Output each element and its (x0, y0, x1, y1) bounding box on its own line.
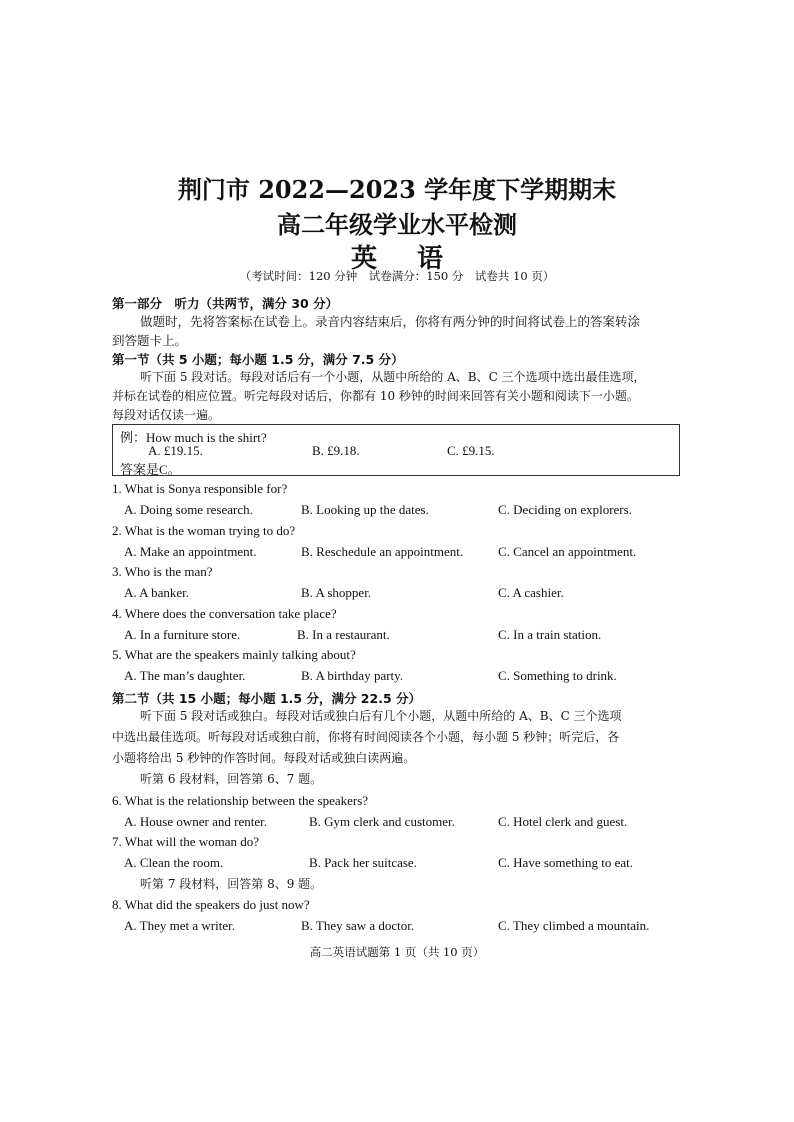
option-c: C. Have something to eat. (498, 855, 634, 870)
exam-info: （考试时间：120 分钟 试卷满分：150 分 试卷共 10 页） (239, 269, 555, 283)
question-text: 2. What is the woman trying to do? (112, 523, 296, 538)
option-c: C. Hotel clerk and guest. (498, 814, 628, 829)
section1-instruction-line1: 听下面 5 段对话。每段对话后有一个小题，从题中所给的 A、B、C 三个选项中选出最佳选项， (140, 370, 646, 384)
section1-instruction-line3: 每段对话仅读一遍。 (112, 408, 221, 422)
question-text: 8. What did the speakers do just now? (112, 897, 310, 912)
option-c: C. They climbed a mountain. (498, 918, 650, 933)
option-a: A. Make an appointment. (124, 544, 257, 559)
example-option-c: C. £9.15. (447, 443, 495, 458)
option-c: C. Cancel an appointment. (498, 544, 637, 559)
option-a: A. They met a writer. (124, 918, 235, 933)
option-c: C. Something to drink. (498, 668, 617, 683)
option-b: B. They saw a doctor. (301, 918, 415, 933)
part1-instruction-line1: 做题时，先将答案标在试卷上。录音内容结束后，你将有两分钟的时间将试卷上的答案转涂 (140, 314, 641, 329)
section1-instruction-line2: 并标在试卷的相应位置。听完每段对话后，你都有 10 秒钟的时间来回答有关小题和阅读下一小题。 (112, 389, 639, 403)
option-b: B. A shopper. (301, 585, 372, 600)
exam-subtitle: 高二年级学业水平检测 (277, 210, 517, 239)
question-text: 7. What will the woman do? (112, 834, 260, 849)
option-a: A. In a furniture store. (124, 627, 241, 642)
question-text: 3. Who is the man? (112, 564, 213, 579)
part1-instruction-line2: 到答题卡上。 (112, 333, 188, 348)
example-answer: 答案是C。 (120, 462, 181, 477)
option-a: A. House owner and renter. (124, 814, 267, 829)
section1-heading: 第一节（共 5 小题；每小题 1.5 分，满分 7.5 分） (112, 352, 404, 367)
question-text: 1. What is Sonya responsible for? (112, 481, 288, 496)
example-option-a: A. £19.15. (148, 443, 203, 458)
subject-title: 英语 (350, 244, 483, 274)
option-c: C. Deciding on explorers. (498, 502, 632, 517)
option-b: B. Gym clerk and customer. (309, 814, 455, 829)
option-a: A. Doing some research. (124, 502, 253, 517)
option-a: A. A banker. (124, 585, 189, 600)
option-b: B. Looking up the dates. (301, 502, 429, 517)
option-c: C. In a train station. (498, 627, 602, 642)
section2-heading: 第二节（共 15 小题；每小题 1.5 分，满分 22.5 分） (112, 691, 421, 706)
exam-title: 荆门市 2022—2023 学年度下学期期末 (177, 175, 617, 204)
option-b: B. Pack her suitcase. (309, 855, 417, 870)
material-7-note: 听第 7 段材料，回答第 8、9 题。 (140, 877, 323, 891)
material-6-note: 听第 6 段材料，回答第 6、7 题。 (140, 772, 323, 786)
option-b: B. Reschedule an appointment. (301, 544, 464, 559)
part1-heading: 第一部分 听力（共两节，满分 30 分） (112, 296, 339, 311)
section2-instruction-line1: 听下面 5 段对话或独白。每段对话或独白后有几个小题，从题中所给的 A、B、C 三个选项 (140, 709, 622, 723)
option-a: A. The man’s daughter. (124, 668, 246, 683)
option-c: C. A cashier. (498, 585, 564, 600)
option-b: B. A birthday party. (301, 668, 404, 683)
example-box (112, 424, 680, 476)
option-a: A. Clean the room. (124, 855, 224, 870)
section2-instruction-line2: 中选出最佳选项。听每段对话或独白前，你将有时间阅读各个小题，每小题 5 秒钟；听完后，各 (112, 730, 620, 744)
question-text: 6. What is the relationship between the speakers? (112, 793, 369, 808)
example-option-b: B. £9.18. (312, 443, 360, 458)
example-question: 例：How much is the shirt? (120, 430, 267, 445)
question-text: 5. What are the speakers mainly talking about? (112, 647, 356, 662)
option-b: B. In a restaurant. (297, 627, 390, 642)
page-footer: 高二英语试题第 1 页（共 10 页） (309, 945, 485, 959)
question-text: 4. Where does the conversation take place? (112, 606, 337, 621)
section2-instruction-line3: 小题将给出 5 秒钟的作答时间。每段对话或独白读两遍。 (112, 751, 416, 765)
